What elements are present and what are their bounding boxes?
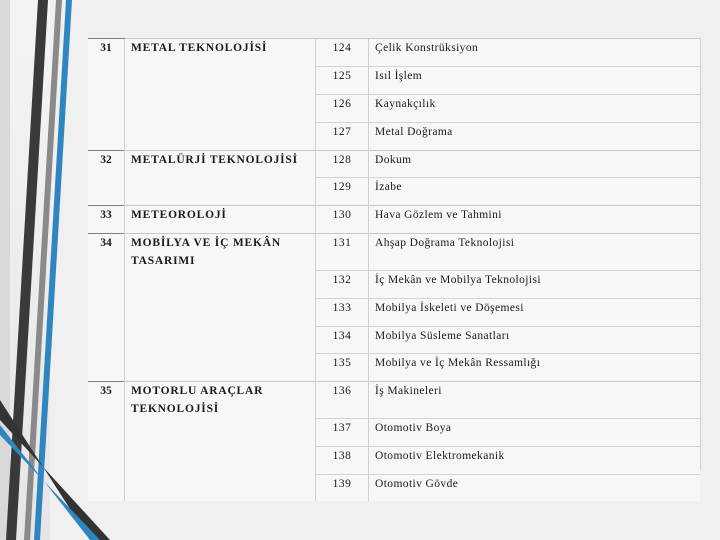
table-row xyxy=(88,234,700,271)
field-name xyxy=(125,122,316,150)
program-name: Mobilya ve İç Mekân Ressamlığı xyxy=(369,354,701,382)
group-number xyxy=(88,326,125,354)
field-name: MOBİLYA VE İÇ MEKÂN TASARIMI xyxy=(125,234,316,271)
program-code: 127 xyxy=(316,122,369,150)
table-row xyxy=(88,326,700,354)
table-row xyxy=(88,382,700,419)
group-number: 35 xyxy=(88,382,125,419)
program-code: 125 xyxy=(316,66,369,94)
field-name: METEOROLOJİ xyxy=(125,206,316,234)
group-number xyxy=(88,94,125,122)
program-code: 128 xyxy=(316,150,369,178)
program-name: Otomotiv Elektromekanik xyxy=(369,446,701,474)
table-row xyxy=(88,39,700,67)
program-name: Dokum xyxy=(369,150,701,178)
field-name: MOTORLU ARAÇLAR TEKNOLOJİSİ xyxy=(125,382,316,419)
table-row xyxy=(88,474,700,501)
program-code: 134 xyxy=(316,326,369,354)
program-name: Ahşap Doğrama Teknolojisi xyxy=(369,234,701,271)
table-row xyxy=(88,66,700,94)
field-name xyxy=(125,418,316,446)
field-name xyxy=(125,66,316,94)
program-name: Isıl İşlem xyxy=(369,66,701,94)
program-code: 138 xyxy=(316,446,369,474)
field-name: METALÜRJİ TEKNOLOJİSİ xyxy=(125,150,316,178)
group-number xyxy=(88,474,125,501)
program-code: 129 xyxy=(316,178,369,206)
table-row xyxy=(88,298,700,326)
field-name xyxy=(125,354,316,382)
program-name: Otomotiv Gövde xyxy=(369,474,701,501)
field-name: METAL TEKNOLOJİSİ xyxy=(125,39,316,67)
program-code: 132 xyxy=(316,270,369,298)
field-name xyxy=(125,270,316,298)
program-name: Hava Gözlem ve Tahmini xyxy=(369,206,701,234)
field-name xyxy=(125,298,316,326)
program-name: Mobilya Süsleme Sanatları xyxy=(369,326,701,354)
program-code: 136 xyxy=(316,382,369,419)
program-name: Çelik Konstrüksiyon xyxy=(369,39,701,67)
group-number: 34 xyxy=(88,234,125,271)
group-number xyxy=(88,354,125,382)
program-name: İzabe xyxy=(369,178,701,206)
program-name: Mobilya İskeleti ve Döşemesi xyxy=(369,298,701,326)
program-name: Otomotiv Boya xyxy=(369,418,701,446)
group-number xyxy=(88,446,125,474)
field-name xyxy=(125,94,316,122)
table-row xyxy=(88,122,700,150)
program-table xyxy=(88,38,700,501)
table-row xyxy=(88,446,700,474)
program-code: 133 xyxy=(316,298,369,326)
table-row xyxy=(88,206,700,234)
table-row xyxy=(88,354,700,382)
group-number xyxy=(88,418,125,446)
program-name: Metal Doğrama xyxy=(369,122,701,150)
program-table-body xyxy=(88,39,700,502)
program-code: 131 xyxy=(316,234,369,271)
field-name xyxy=(125,326,316,354)
program-name: Kaynakçılık xyxy=(369,94,701,122)
field-name xyxy=(125,178,316,206)
program-name: İç Mekân ve Mobilya Teknolojisi xyxy=(369,270,701,298)
group-number: 31 xyxy=(88,39,125,67)
group-number xyxy=(88,178,125,206)
group-number: 33 xyxy=(88,206,125,234)
program-code: 124 xyxy=(316,39,369,67)
group-number xyxy=(88,122,125,150)
group-number: 32 xyxy=(88,150,125,178)
program-code: 135 xyxy=(316,354,369,382)
program-code: 130 xyxy=(316,206,369,234)
group-number xyxy=(88,270,125,298)
field-name xyxy=(125,446,316,474)
program-code: 126 xyxy=(316,94,369,122)
dark-stripe-left xyxy=(0,0,10,540)
table-row xyxy=(88,150,700,178)
table-row xyxy=(88,94,700,122)
group-number xyxy=(88,298,125,326)
field-name xyxy=(125,474,316,501)
program-name: İş Makineleri xyxy=(369,382,701,419)
program-code: 139 xyxy=(316,474,369,501)
program-code: 137 xyxy=(316,418,369,446)
table-row xyxy=(88,178,700,206)
group-number xyxy=(88,66,125,94)
table-row xyxy=(88,270,700,298)
table-row xyxy=(88,418,700,446)
